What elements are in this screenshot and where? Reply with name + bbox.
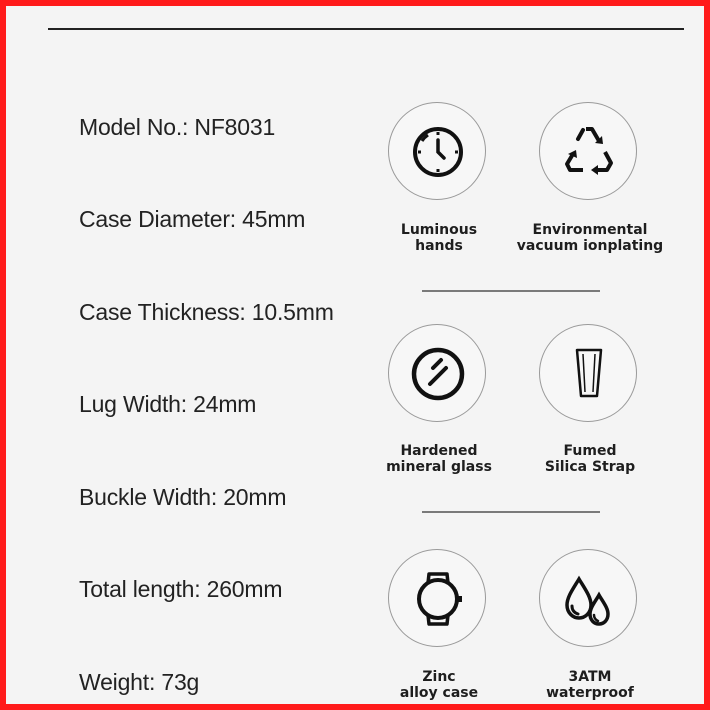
spec-case-thickness: Case Thickness: 10.5mm (79, 299, 334, 325)
strap-icon (559, 344, 619, 404)
glass-icon (408, 344, 468, 404)
feature-label-line1: Zinc (422, 669, 456, 685)
feature-vacuum-ionplating-badge (539, 102, 637, 200)
feature-luminous-hands-label (354, 222, 524, 254)
clock-icon (408, 122, 468, 182)
feature-label-line2: Silica Strap (544, 459, 636, 475)
feature-waterproof-badge (539, 549, 637, 647)
feature-waterproof-label (505, 669, 675, 701)
feature-silica-strap-label (505, 443, 675, 475)
feature-label-line1: Environmental (532, 222, 648, 238)
feature-silica-strap-badge (539, 324, 637, 422)
feature-label-line1: Hardened (400, 443, 478, 459)
water-drops-icon (559, 569, 619, 629)
spec-total-length: Total length: 260mm (79, 576, 283, 602)
spec-weight: Weight: 73g (79, 669, 200, 695)
feature-label-line1: Luminous (400, 222, 478, 238)
spec-case-diameter: Case Diameter: 45mm (79, 206, 306, 232)
spec-model-number: Model No.: NF8031 (79, 114, 276, 140)
feature-mineral-glass-label (354, 443, 524, 475)
feature-mineral-glass-badge (388, 324, 486, 422)
feature-label-line2: vacuum ionplating (516, 238, 664, 254)
feature-zinc-alloy-case-badge (388, 549, 486, 647)
recycle-icon (559, 122, 619, 182)
feature-zinc-alloy-case-label (354, 669, 524, 701)
feature-divider (422, 290, 600, 292)
feature-vacuum-ionplating-label (505, 222, 675, 254)
watch-case-icon (408, 569, 468, 629)
spec-lug-width: Lug Width: 24mm (79, 391, 257, 417)
feature-label-line2: alloy case (399, 685, 479, 701)
spec-buckle-width: Buckle Width: 20mm (79, 484, 287, 510)
feature-label-line2: hands (415, 238, 463, 254)
feature-label-line2: mineral glass (386, 459, 492, 475)
feature-label-line2: waterproof (546, 685, 634, 701)
feature-label-line1: 3ATM (568, 669, 612, 685)
top-divider (48, 28, 684, 30)
feature-label-line1: Fumed (563, 443, 617, 459)
feature-luminous-hands-badge (388, 102, 486, 200)
feature-divider (422, 511, 600, 513)
